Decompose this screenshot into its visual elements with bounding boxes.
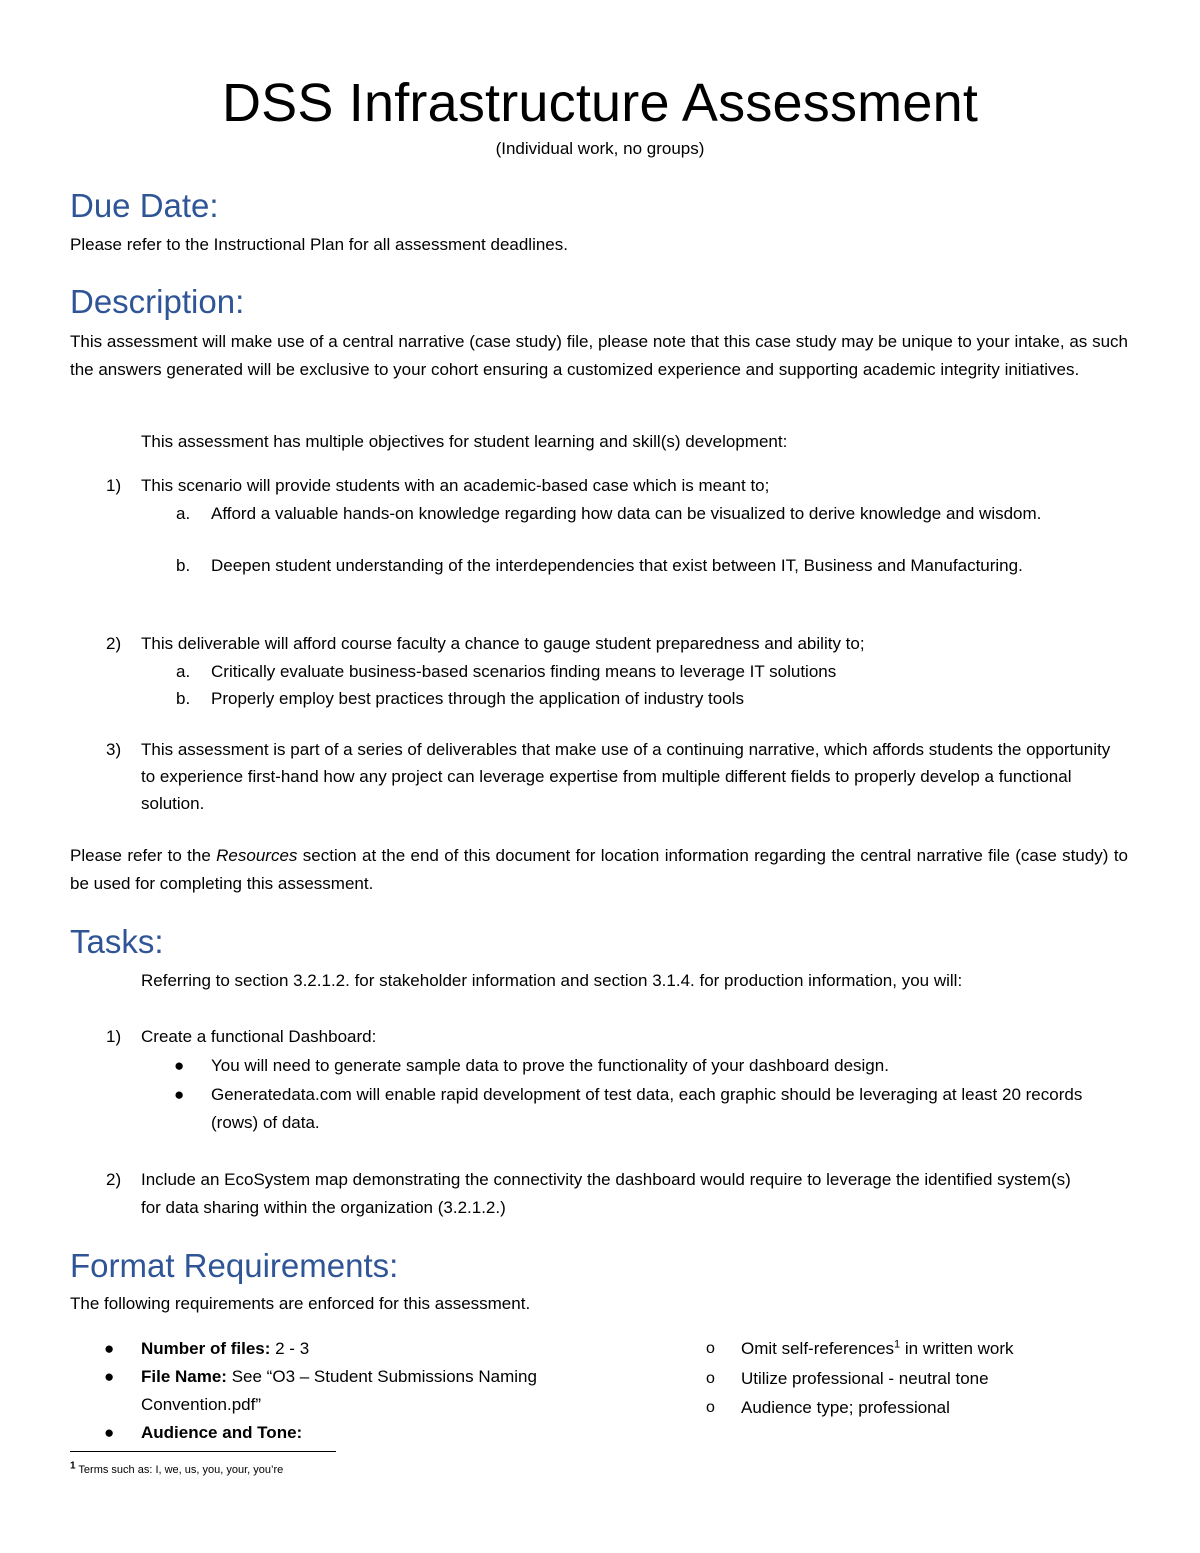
files-value: 2 - 3	[270, 1339, 310, 1358]
sub-item-letter: a.	[176, 504, 191, 523]
audience-label: Audience and Tone:	[141, 1423, 303, 1442]
bullet-icon: ●	[104, 1423, 115, 1442]
tone-rule: Utilize professional - neutral tone	[741, 1369, 989, 1388]
filename-value: See “O3 – Student Submissions Naming Convention.pdf”	[141, 1367, 537, 1414]
files-label: Number of files:	[141, 1339, 271, 1358]
sub-item-text: Properly employ best practices through the application of industry tools	[211, 689, 744, 708]
description-paragraph: This assessment will make use of a central narrative (case study) file, please note that this case study may be unique to your intake, as such the answers generated will be exclusive to your cohort ensuring a customized experience and supporting academic integrity initiatives.	[70, 332, 1128, 379]
format-heading: Format Requirements:	[70, 1247, 399, 1284]
sub-item-text: Afford a valuable hands-on knowledge regarding how data can be visualized to derive knowledge and wisdom.	[211, 504, 1042, 523]
sub-item-letter: b.	[176, 556, 191, 575]
files-requirement	[141, 1335, 541, 1363]
bullet-icon: ●	[104, 1367, 115, 1386]
task-bullet-text: Generatedata.com will enable rapid development of test data, each graphic should be leveraging at least 20 records (rows) of data.	[211, 1085, 1083, 1132]
footnote-text: Terms such as: I, we, us, you, your, you’re	[75, 1464, 284, 1476]
filename-requirement	[141, 1363, 541, 1419]
audience-requirement	[141, 1419, 541, 1447]
circle-bullet-icon: o	[706, 1399, 715, 1416]
task-number: 1)	[106, 1027, 122, 1046]
objective-number: 2)	[106, 634, 122, 653]
circle-bullet-icon: o	[706, 1340, 715, 1357]
document-subtitle: (Individual work, no groups)	[495, 139, 705, 158]
sub-item-text: Critically evaluate business-based scenarios finding means to leverage IT solutions	[211, 662, 837, 681]
resources-paragraph	[70, 842, 1128, 898]
footnote-separator	[70, 1451, 336, 1452]
format-intro: The following requirements are enforced for this assessment.	[70, 1294, 531, 1313]
resources-pre: Please refer to the	[70, 846, 217, 865]
resources-post: section at the end of this document for location information regarding the central narrative file (case study) to be used for completing this assessment.	[70, 846, 1128, 893]
document-title: DSS Infrastructure Assessment	[221, 73, 979, 133]
filename-label: File Name:	[141, 1367, 227, 1386]
task-number: 2)	[106, 1170, 122, 1189]
sub-item-letter: b.	[176, 689, 191, 708]
audience-type-rule: Audience type; professional	[741, 1398, 950, 1417]
resources-link-text: Resources	[216, 846, 298, 865]
sub-item-letter: a.	[176, 662, 191, 681]
circle-bullet-icon: o	[706, 1370, 715, 1387]
bullet-icon: ●	[104, 1339, 115, 1358]
description-heading: Description:	[70, 283, 245, 320]
task-text: Include an EcoSystem map demonstrating the connectivity the dashboard would require to leverage the identified system(s) for data sharing within the organization (3.2.1.2.)	[141, 1170, 1071, 1217]
sub-item-text: Deepen student understanding of the interdependencies that exist between IT, Business and Manufacturing.	[211, 556, 1023, 575]
task-text: Create a functional Dashboard:	[141, 1027, 377, 1046]
due-date-text: Please refer to the Instructional Plan for all assessment deadlines.	[70, 235, 568, 254]
objective-text: This deliverable will afford course faculty a chance to gauge student preparedness and ability to;	[141, 634, 865, 653]
self-reference-rule	[741, 1334, 1014, 1364]
objective-text: This scenario will provide students with an academic-based case which is meant to;	[141, 476, 770, 495]
tasks-heading: Tasks:	[70, 923, 164, 960]
objective-number: 1)	[106, 476, 122, 495]
self-reference-rest: in written work	[900, 1339, 1014, 1358]
footnote-mark: 1	[70, 1460, 76, 1472]
task-bullet-text: You will need to generate sample data to prove the functionality of your dashboard design.	[211, 1056, 889, 1075]
objective-text: This assessment is part of a series of deliverables that make use of a continuing narrative, which affords students the opportunity to experience first-hand how any project can leverage expertise from multiple different fields to properly develop a functional solution.	[141, 740, 1111, 813]
bullet-icon: ●	[174, 1085, 185, 1104]
footnote	[70, 1462, 283, 1478]
bullet-icon: ●	[174, 1056, 185, 1075]
footnote-ref: 1	[894, 1338, 901, 1351]
objectives-intro: This assessment has multiple objectives for student learning and skill(s) development:	[141, 432, 788, 451]
due-date-heading: Due Date:	[70, 187, 219, 224]
objective-number: 3)	[106, 740, 122, 759]
self-reference-text: Omit self-references	[741, 1339, 895, 1358]
tasks-intro: Referring to section 3.2.1.2. for stakeholder information and section 3.1.4. for production information, you will:	[141, 971, 963, 990]
